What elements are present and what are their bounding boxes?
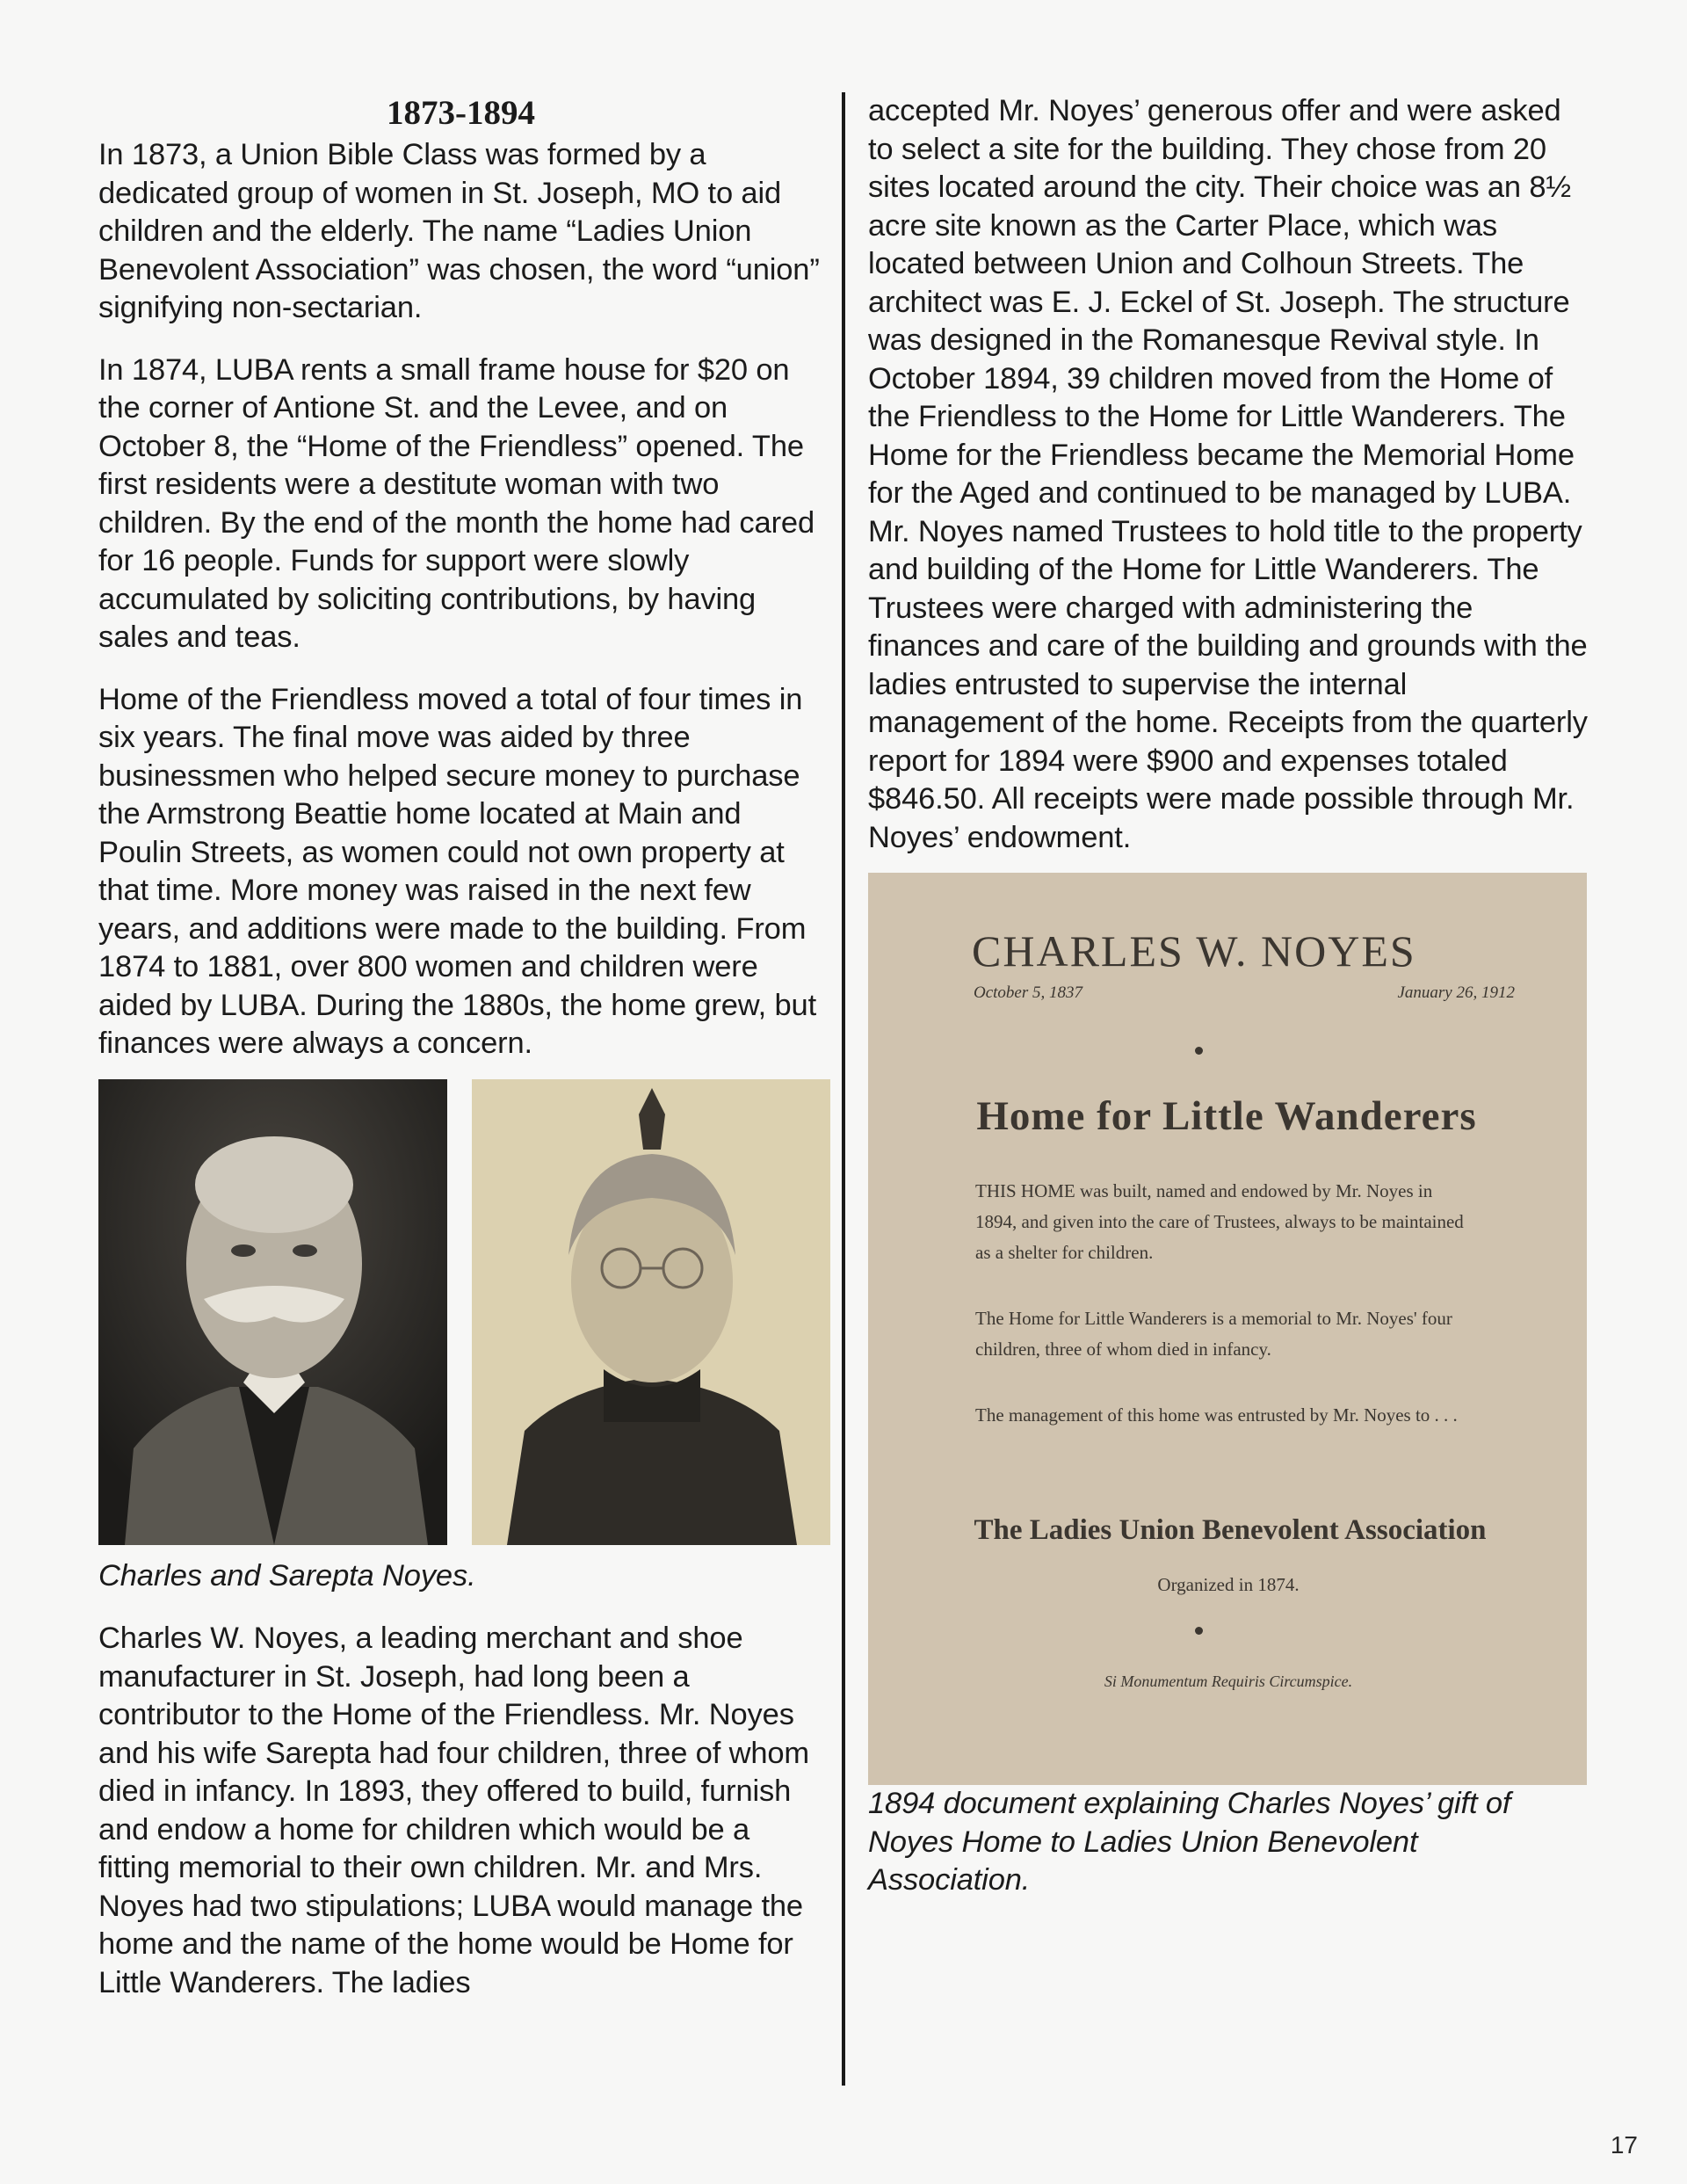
right-column bbox=[868, 92, 1590, 1900]
column-divider bbox=[842, 92, 845, 2086]
doc-paragraph-2: The Home for Little Wanderers is a memorial to Mr. Noyes' four children, three of whom died in infancy. bbox=[975, 1308, 1452, 1360]
doc-death-date: January 26, 1912 bbox=[1397, 983, 1515, 1002]
page-number: 17 bbox=[1610, 2131, 1638, 2159]
charles-noyes-portrait bbox=[98, 1079, 447, 1545]
portrait-photos bbox=[98, 1079, 823, 1545]
sarepta-noyes-portrait bbox=[472, 1079, 830, 1545]
doc-paragraph-3: The management of this home was entrusted by Mr. Noyes to . . . bbox=[975, 1404, 1458, 1426]
paragraph-site: accepted Mr. Noyes’ generous offer and were asked to select a site for the building. They chose from 20 sites located around the city. Their choice was an 8½ acre site known as the Carter Place, which was located between Union and Colhoun Streets. The architect was E. J. Eckel of St. Joseph. The structure was designed in the Romanesque Revival style. In October 1894, 39 children moved from the Home of the Friendless to the Home for Little Wanderers. The Home for the Friendless became the Memorial Home for the Aged and continued to be managed by LUBA. Mr. Noyes named Trustees to hold title to the property and building of the Home for Little Wanderers. The Trustees were charged with administering the finances and care of the building and grounds with the ladies entrusted to supervise the internal management of the home. Receipts from the quarterly report for 1894 were $900 and expenses totaled $846.50. All receipts were made possible through Mr. Noyes’ endowment. bbox=[868, 94, 1588, 854]
doc-motto: Si Monumentum Requiris Circumspice. bbox=[1104, 1672, 1353, 1690]
section-heading: 1873-1894 bbox=[387, 94, 535, 132]
left-column bbox=[98, 92, 823, 2026]
doc-name: CHARLES W. NOYES bbox=[972, 926, 1416, 976]
doc-bullet bbox=[1195, 1047, 1203, 1055]
memorial-document-photo bbox=[868, 873, 1587, 1785]
doc-association: The Ladies Union Benevolent Association bbox=[974, 1514, 1487, 1546]
paragraph-moves: Home of the Friendless moved a total of four times in six years. The final move was aided by three businessmen who helped secure money to purchase the Armstrong Beattie home located at Main and Poulin Streets, as women could not own property at that time. More money was raised in the next few years, and additions were made to the building. From 1874 to 1881, over 800 women and children were aided by LUBA. During the 1880s, the home grew, but finances were always a concern. bbox=[98, 682, 817, 1060]
portrait-caption: Charles and Sarepta Noyes. bbox=[98, 1558, 476, 1593]
paragraph-1874: In 1874, LUBA rents a small frame house for $20 on the corner of Antione St. and the Levee, and on October 8, the “Home of the Friendless” opened. The first residents were a destitute woman with two children. By the end of the month the home had cared for 16 people. Funds for support were slowly accumulated by soliciting contributions, by having sales and teas. bbox=[98, 352, 815, 654]
doc-home-title: Home for Little Wanderers bbox=[976, 1093, 1477, 1139]
doc-organized: Organized in 1874. bbox=[1157, 1574, 1300, 1595]
doc-paragraph-1: THIS HOME was built, named and endowed by Mr. Noyes in 1894, and given into the care of Trustees, always to be maintained as a shelter for children. bbox=[975, 1180, 1464, 1263]
document-caption: 1894 document explaining Charles Noyes’ gift of Noyes Home to Ladies Union Benevolent Association. bbox=[868, 1787, 1511, 1897]
paragraph-1873: In 1873, a Union Bible Class was formed by a dedicated group of women in St. Joseph, MO to aid children and the elderly. The name “Ladies Union Benevolent Association” was chosen, the word “union” signifying non-sectarian. bbox=[98, 138, 820, 324]
doc-bullet bbox=[1195, 1627, 1203, 1635]
paragraph-noyes: Charles W. Noyes, a leading merchant and shoe manufacturer in St. Joseph, had long been a contributor to the Home of the Friendless. Mr. Noyes and his wife Sarepta had four children, three of whom died in infancy. In 1893, they offered to build, furnish and endow a home for children which would be a fitting memorial to their own children. Mr. and Mrs. Noyes had two stipulations; LUBA would manage the home and the name of the home would be Home for Little Wanderers. The ladies bbox=[98, 1622, 810, 1999]
doc-birth-date: October 5, 1837 bbox=[974, 983, 1083, 1002]
